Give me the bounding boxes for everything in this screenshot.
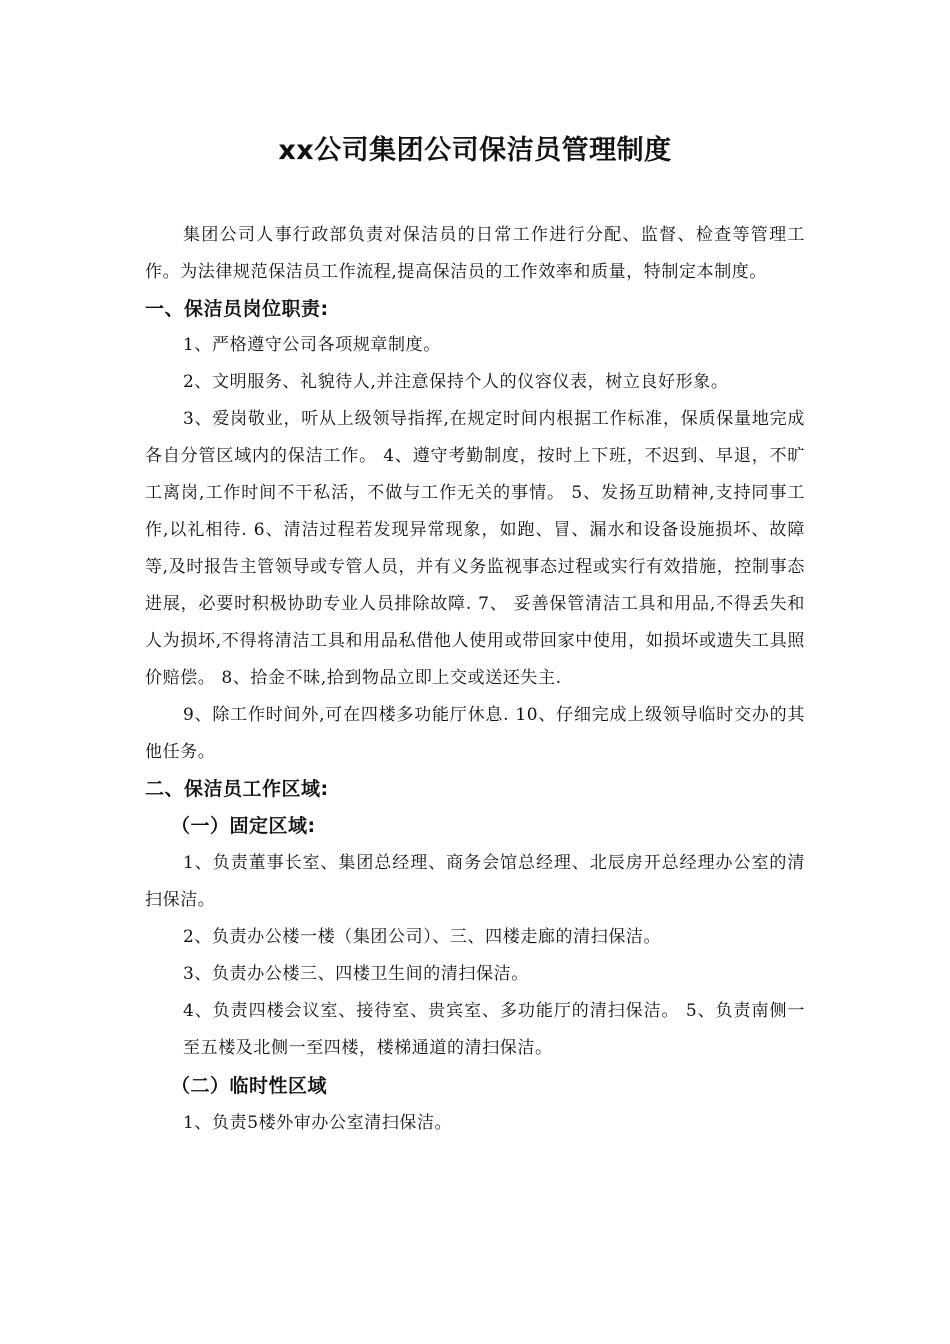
section-1-heading: 一、保洁员岗位职责: bbox=[145, 298, 329, 320]
duty-items-9-10: 9、除工作时间外,可在四楼多功能厅休息. 10、仔细完成上级领导临时交办的其他任务。 bbox=[145, 705, 805, 762]
document-body bbox=[145, 217, 805, 1142]
document-title: xx公司集团公司保洁员管理制度 bbox=[278, 135, 672, 166]
fixed-area-item-3: 3、负责办公楼三、四楼卫生间的清扫保洁。 bbox=[183, 964, 529, 984]
temporary-area-heading: （二）临时性区域 bbox=[171, 1075, 328, 1097]
fixed-area-items-4-5: 4、负责四楼会议室、接待室、贵宾室、多功能厅的清扫保洁。 5、负责南侧一至五楼及北侧一至四楼，楼梯通道的清扫保洁。 bbox=[183, 1001, 805, 1058]
fixed-area-heading: （一）固定区域: bbox=[171, 815, 316, 837]
duty-item-1: 1、严格遵守公司各项规章制度。 bbox=[183, 335, 441, 355]
duty-items-3-8: 3、爱岗敬业，听从上级领导指挥,在规定时间内根据工作标准，保质保量地完成各自分管区域内的保洁工作。 4、遵守考勤制度，按时上下班，不迟到、早退，不旷工离岗,工作时间不干私活，不做与工作无关的事情。 5、发扬互助精神,支持同事工作,以礼相待. 6、清洁过程若发现异常现象，如跑、冒、漏水和设备设施损坏、故障等,及时报告主管领导或专管人员，并有义务监视事态过程或实行有效措施，控制事态进展，必要时积极协助专业人员排除故障. 7、 妥善保管清洁工具和用品,不得丢失和人为损坏,不得将清洁工具和用品私借他人使用或带回家中使用，如损坏或遗失工具照价赔偿。 8、拾金不昧,拾到物品立即上交或送还失主. bbox=[145, 409, 805, 688]
fixed-area-item-2: 2、负责办公楼一楼（集团公司）、三、四楼走廊的清扫保洁。 bbox=[183, 927, 662, 947]
fixed-area-item-1: 1、负责董事长室、集团总经理、商务会馆总经理、北辰房开总经理办公室的清扫保洁。 bbox=[145, 853, 805, 910]
temporary-area-item-1: 1、负责5楼外审办公室清扫保洁。 bbox=[183, 1113, 453, 1133]
section-2-heading: 二、保洁员工作区域: bbox=[145, 778, 329, 800]
duty-item-2: 2、文明服务、礼貌待人,并注意保持个人的仪容仪表，树立良好形象。 bbox=[183, 372, 729, 392]
intro-paragraph: 集团公司人事行政部负责对保洁员的日常工作进行分配、监督、检查等管理工作。为法律规范保洁员工作流程,提高保洁员的工作效率和质量，特制定本制度。 bbox=[145, 225, 805, 282]
